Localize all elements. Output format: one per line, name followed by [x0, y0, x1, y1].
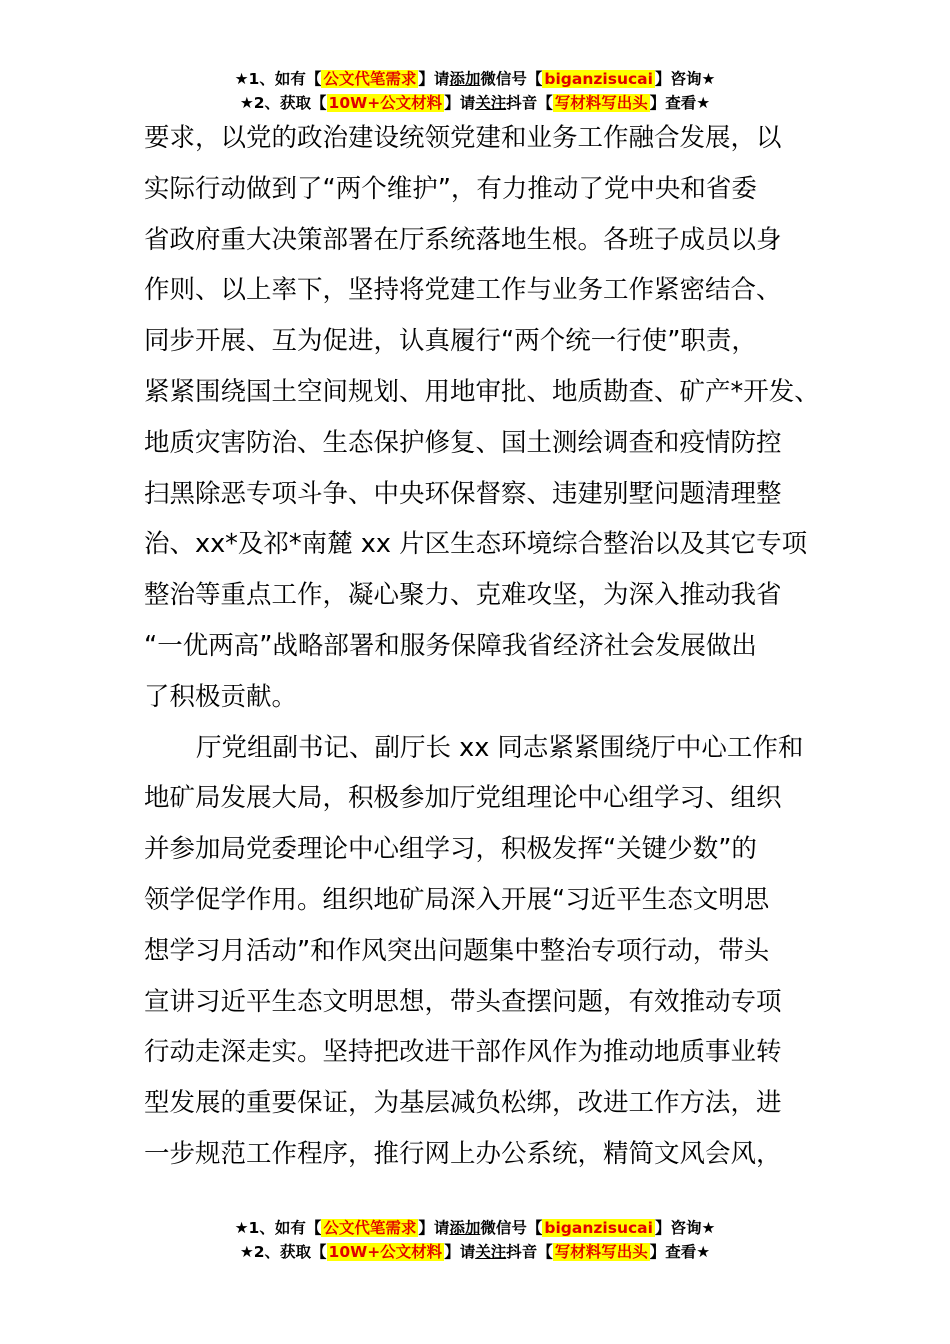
highlight-wechat-id: biganzisucai [544, 70, 653, 88]
highlight-service: 公文代笔需求 [323, 1219, 417, 1237]
footer-promo-banner [0, 1216, 950, 1264]
text-line: 作则、以上率下，坚持将党建工作与业务工作紧密结合、 [144, 275, 782, 306]
text-line: 一步规范工作程序，推行网上办公系统，精简文风会风， [144, 1138, 782, 1169]
text-line: 宣讲习近平生态文明思想，带头查摆问题，有效推动专项 [144, 986, 782, 1017]
text-line: 治、xx*及祁*南麓 xx 片区生态环境综合整治以及其它专项 [144, 529, 808, 560]
highlight-materials: 10W+公文材料 [328, 1243, 443, 1261]
text-line: 地矿局发展大局，积极参加厅党组理论中心组学习、组织 [144, 783, 782, 814]
text-line: 厅党组副书记、副厅长 xx 同志紧紧围绕厅中心工作和 [196, 732, 804, 763]
text-line: 型发展的重要保证，为基层减负松绑，改进工作方法，进 [144, 1088, 782, 1119]
highlight-wechat-id: biganzisucai [544, 1219, 653, 1237]
text-line: 地质灾害防治、生态保护修复、国土测绘调查和疫情防控 [144, 427, 782, 458]
text-line: 省政府重大决策部署在厅系统落地生根。各班子成员以身 [144, 224, 782, 255]
text-line: 整治等重点工作，凝心聚力、克难攻坚，为深入推动我省 [144, 580, 782, 611]
paragraph-2 [144, 723, 834, 1180]
text-line: “一优两高”战略部署和服务保障我省经济社会发展做出 [144, 630, 757, 661]
header-promo-banner [0, 67, 950, 115]
paragraph-1 [144, 113, 834, 723]
text-line: 想学习月活动”和作风突出问题集中整治专项行动，带头 [144, 935, 770, 966]
text-line: 扫黑除恶专项斗争、中央环保督察、违建别墅问题清理整 [144, 478, 782, 509]
highlight-materials: 10W+公文材料 [328, 94, 443, 112]
text-line: 紧紧围绕国土空间规划、用地审批、地质勘查、矿产*开发、 [144, 376, 820, 407]
promo-line-1: ★1、如有【 公文代笔需求 】请添加微信号【 biganzisucai 】咨询★ [234, 1219, 716, 1237]
text-line: 领学促学作用。组织地矿局深入开展“习近平生态文明思 [144, 884, 770, 915]
text-line: 同步开展、互为促进，认真履行“两个统一行使”职责， [144, 326, 757, 357]
highlight-service: 公文代笔需求 [323, 70, 417, 88]
text-line: 了积极贡献。 [144, 681, 298, 712]
text-line: 行动走深走实。坚持把改进干部作风作为推动地质事业转 [144, 1037, 782, 1068]
text-line: 要求，以党的政治建设统领党建和业务工作融合发展，以 [144, 123, 782, 153]
highlight-douyin-account: 写材料写出头 [554, 94, 648, 112]
promo-line-1: ★1、如有【 公文代笔需求 】请添加微信号【 biganzisucai 】咨询★ [234, 70, 716, 88]
document-body [144, 113, 834, 1180]
highlight-douyin-account: 写材料写出头 [554, 1243, 648, 1261]
text-line: 实际行动做到了“两个维护”，有力推动了党中央和省委 [144, 173, 757, 204]
promo-line-2: ★2、获取【 10W+公文材料 】请关注抖音【 写材料写出头 】查看★ [239, 94, 711, 112]
text-line: 并参加局党委理论中心组学习，积极发挥“关键少数”的 [144, 834, 757, 865]
promo-line-2: ★2、获取【 10W+公文材料 】请关注抖音【 写材料写出头 】查看★ [239, 1243, 711, 1261]
